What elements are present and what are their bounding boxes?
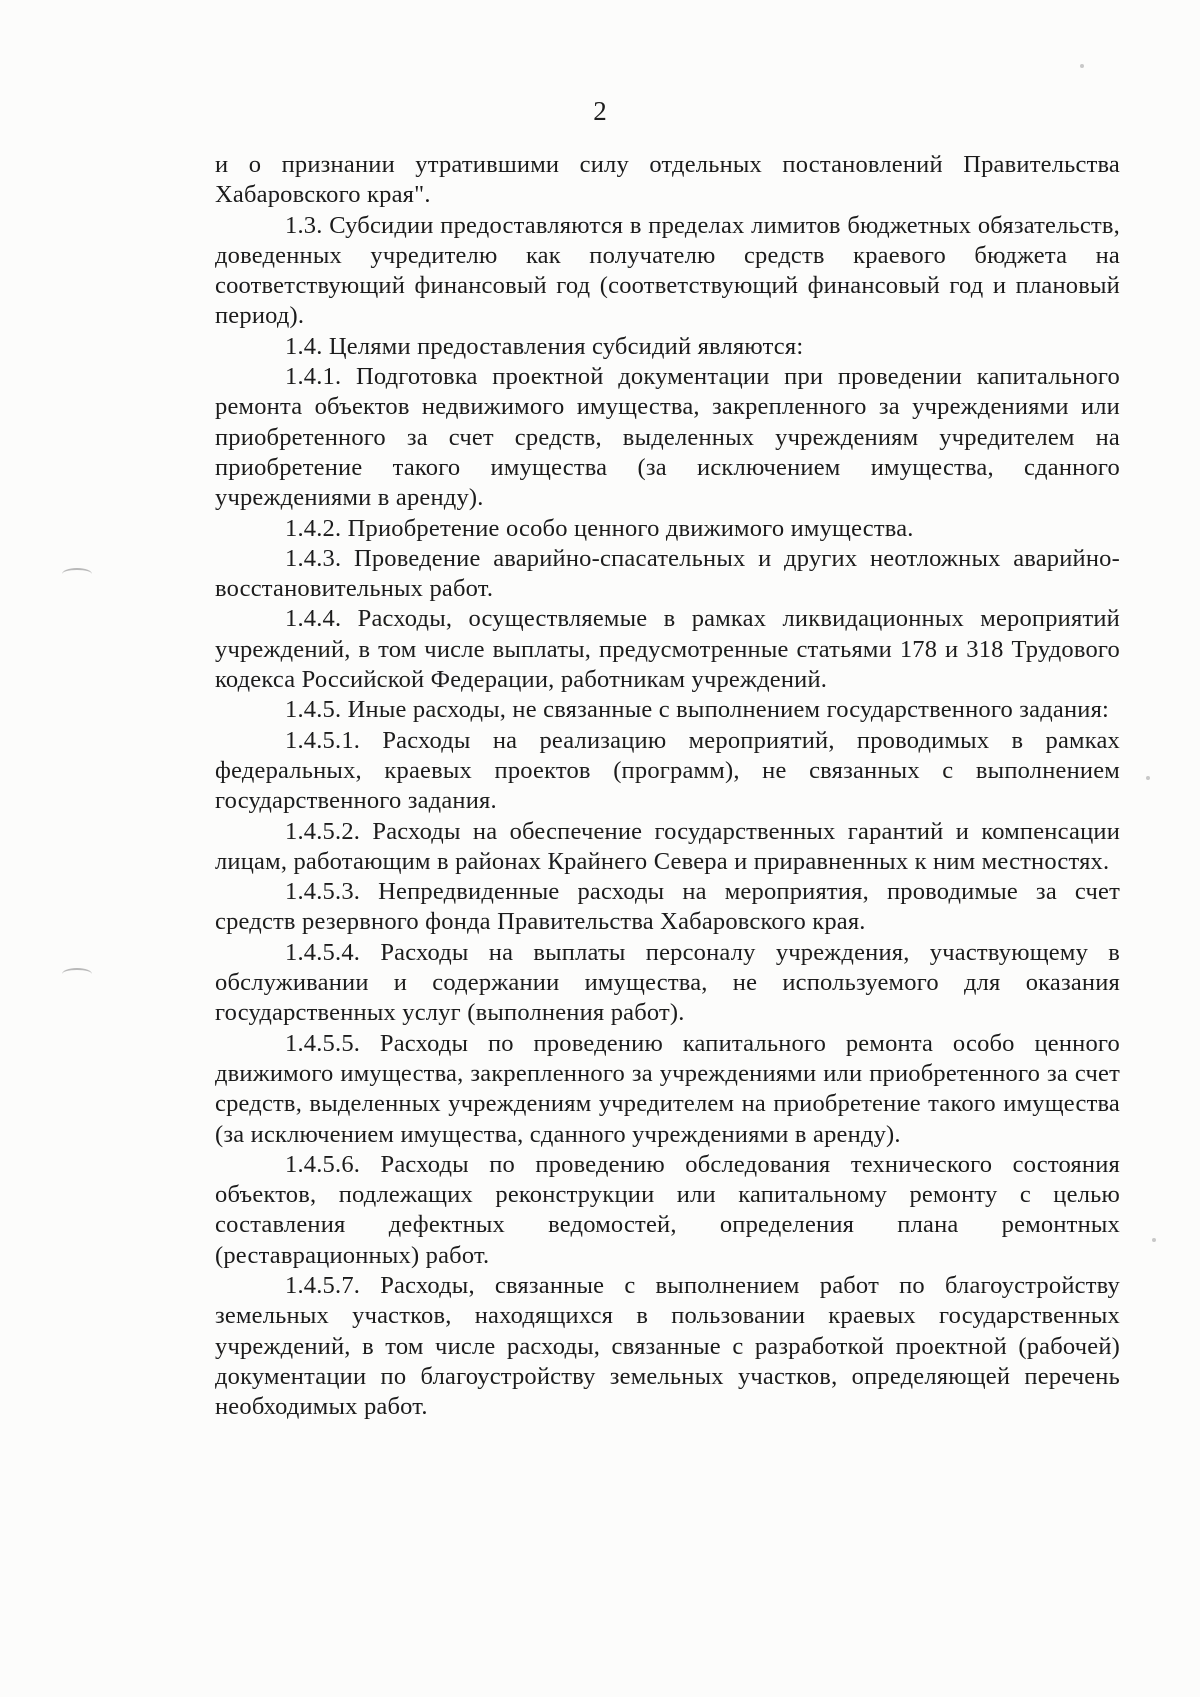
- paragraph-clause-1-4-4: 1.4.4. Расходы, осуществляемые в рамках ликвидационных мероприятий учреждений, в том числе выплаты, предусмотренные статьями 178 и 318 Трудового кодекса Российской Федерации, работникам учреждений.: [215, 605, 1120, 694]
- scan-speck: [1080, 64, 1084, 68]
- paragraph-clause-1-3: 1.3. Субсидии предоставляются в пределах лимитов бюджетных обязательств, доведенных учредителю как получателю средств краевого бюджета на соответствующий финансовый год (соответствующий финансовый год и плановый период).: [215, 211, 1120, 330]
- scan-margin-mark: [62, 568, 92, 580]
- paragraph-clause-1-4-5-2: 1.4.5.2. Расходы на обеспечение государственных гарантий и компенсации лицам, работающим в районах Крайнего Севера и приравненных к ним местностях.: [215, 817, 1120, 875]
- paragraph-intro-continuation: и о признании утратившими силу отдельных постановлений Правительства Хабаровского края".: [215, 151, 1120, 209]
- paragraph-clause-1-4-5-4: 1.4.5.4. Расходы на выплаты персоналу учреждения, участвующему в обслуживании и содержании имущества, не используемого для оказания государственных услуг (выполнения работ).: [215, 938, 1120, 1027]
- paragraph-clause-1-4-1: 1.4.1. Подготовка проектной документации при проведении капитального ремонта объектов недвижимого имущества, закрепленного за учреждениями или приобретенного за счет средств, выделенных учреждениям учредителем на приобретение такого имущества (за исключением имущества, сданного учреждениями в аренду).: [215, 363, 1120, 512]
- paragraph-clause-1-4-5-7: 1.4.5.7. Расходы, связанные с выполнением работ по благоустройству земельных участков, находящихся в пользовании краевых государственных учреждений, в том числе расходы, связанные с разработкой проектной (рабочей) документации по благоустройству земельных участков, определяющей перечень необходимых работ.: [215, 1271, 1120, 1421]
- paragraph-clause-1-4-2: 1.4.2. Приобретение особо ценного движимого имущества.: [285, 514, 914, 542]
- paragraph-clause-1-4: 1.4. Целями предоставления субсидий являются:: [285, 332, 804, 360]
- paragraph-clause-1-4-5-5: 1.4.5.5. Расходы по проведению капитального ремонта особо ценного движимого имущества, закрепленного за учреждениями или приобретенного за счет средств, выделенных учреждениям учредителем на приобретение такого имущества (за исключением имущества, сданного учреждениями в аренду).: [215, 1029, 1120, 1148]
- paragraph-clause-1-4-3: 1.4.3. Проведение аварийно-спасательных и других неотложных аварийно-восстановительных работ.: [215, 544, 1120, 603]
- document-body: [215, 150, 1120, 1422]
- paragraph-clause-1-4-5-1: 1.4.5.1. Расходы на реализацию мероприятий, проводимых в рамках федеральных, краевых проектов (программ), не связанных с выполнением государственного задания.: [215, 726, 1120, 815]
- scan-speck: [1152, 1238, 1156, 1242]
- paragraph-clause-1-4-5: 1.4.5. Иные расходы, не связанные с выполнением государственного задания:: [285, 696, 1110, 724]
- scan-margin-mark: [62, 968, 92, 980]
- paragraph-clause-1-4-5-3: 1.4.5.3. Непредвиденные расходы на мероприятия, проводимые за счет средств резервного фонда Правительства Хабаровского края.: [215, 878, 1120, 936]
- scan-speck: [1146, 776, 1150, 780]
- paragraph-clause-1-4-5-6: 1.4.5.6. Расходы по проведению обследования технического состояния объектов, подлежащих реконструкции или капитальному ремонту с целью составления дефектных ведомостей, определения плана ремонтных (реставрационных) работ.: [215, 1150, 1120, 1269]
- page-number: 2: [593, 96, 607, 126]
